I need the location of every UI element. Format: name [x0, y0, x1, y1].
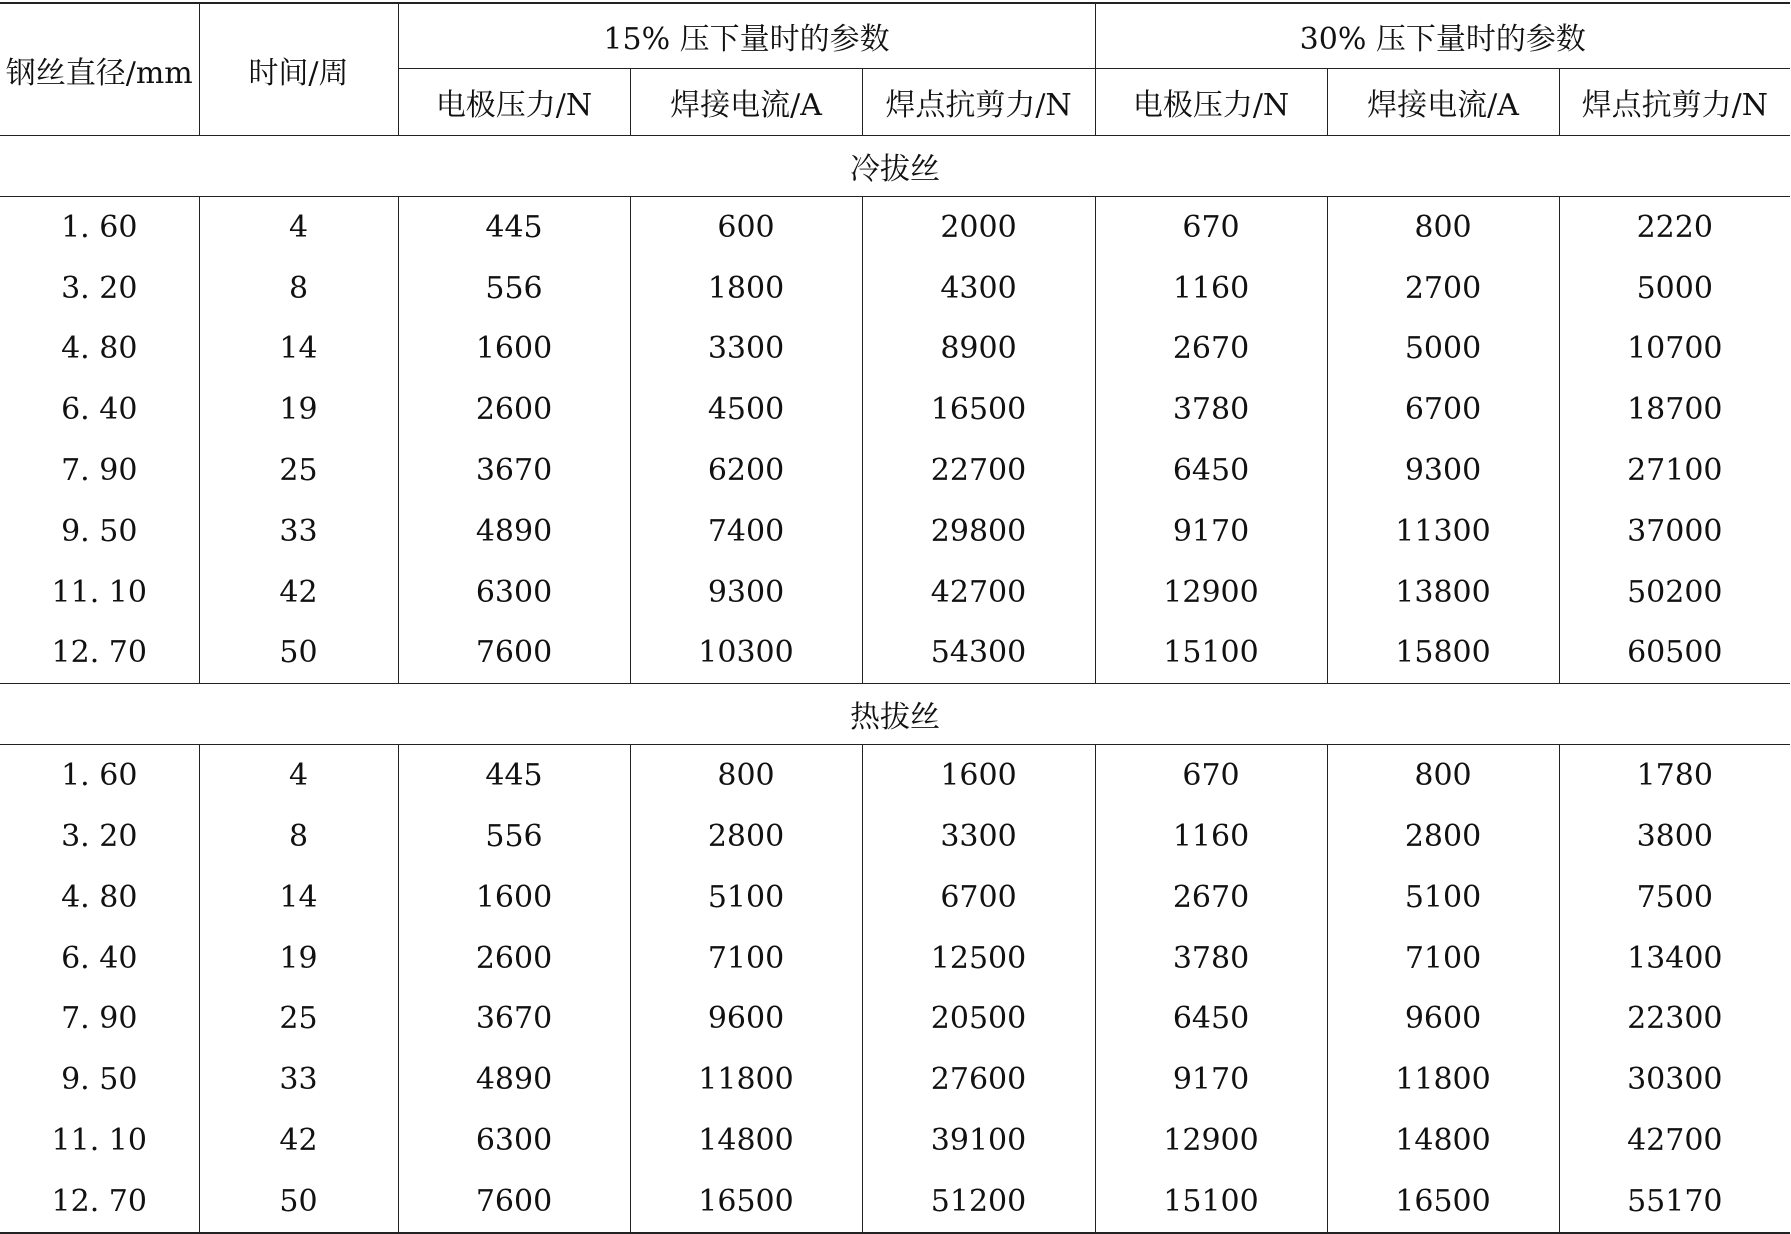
table-cell: 7500 [1636, 879, 1713, 915]
table-cell: 6450 [1095, 989, 1327, 1050]
table-cell: 3. 20 [0, 806, 199, 867]
table-row [0, 623, 1790, 684]
table-cell: 1600 [862, 745, 1095, 806]
table-cell: 2600 [398, 379, 630, 440]
table-cell: 6450 [1095, 440, 1327, 501]
table-cell: 9. 50 [0, 1049, 199, 1110]
table-cell: 445 [398, 745, 630, 806]
table-cell: 42 [199, 562, 398, 623]
table-cell: 4 [199, 197, 398, 258]
table-cell: 6. 40 [0, 379, 199, 440]
table-cell: 14800 [630, 1110, 862, 1171]
table-cell: 11800 [1327, 1049, 1559, 1110]
table-cell: 12500 [862, 928, 1095, 989]
table-cell: 556 [398, 258, 630, 319]
table-cell: 600 [630, 197, 862, 258]
table-cell: 6. 40 [0, 928, 199, 989]
table-body [0, 136, 1790, 1233]
table-cell: 16500 [630, 1171, 862, 1233]
table-cell: 2800 [1327, 806, 1559, 867]
table-cell: 3670 [398, 989, 630, 1050]
table-cell: 2600 [398, 928, 630, 989]
table-cell: 14 [199, 867, 398, 928]
table-cell: 54300 [862, 623, 1095, 684]
table-cell: 4. 80 [0, 319, 199, 380]
table-cell: 1. 60 [0, 197, 199, 258]
table-cell: 50 [199, 1171, 398, 1233]
table-cell: 25 [199, 440, 398, 501]
table-cell: 9170 [1095, 1049, 1327, 1110]
table-cell: 50200 [1627, 574, 1723, 610]
table-cell: 2220 [1636, 209, 1713, 245]
welding-parameters-table [0, 2, 1790, 1234]
table-cell: 3300 [862, 806, 1095, 867]
table-cell: 12. 70 [0, 1171, 199, 1233]
table-cell: 14 [199, 319, 398, 380]
table-cell: 50 [199, 623, 398, 684]
table-cell: 4 [199, 745, 398, 806]
table-cell: 5000 [1636, 270, 1713, 306]
table-row [0, 1110, 1790, 1171]
table-cell: 670 [1095, 745, 1327, 806]
table-cell: 800 [630, 745, 862, 806]
table-cell: 8 [199, 806, 398, 867]
table-cell: 33 [199, 501, 398, 562]
table-row [0, 379, 1790, 440]
table-cell: 7. 90 [0, 989, 199, 1050]
table-row [0, 319, 1790, 380]
table-cell: 3300 [630, 319, 862, 380]
table-cell: 3800 [1636, 819, 1713, 855]
table-cell: 7600 [398, 1171, 630, 1233]
table-cell: 39100 [862, 1110, 1095, 1171]
table-cell: 9170 [1095, 501, 1327, 562]
header-shear-force-30: 焊点抗剪力/N [1559, 69, 1790, 136]
table-cell: 18700 [1627, 392, 1723, 428]
table-cell: 19 [199, 928, 398, 989]
table-cell: 33 [199, 1049, 398, 1110]
table-cell: 1780 [1636, 758, 1713, 794]
table-row [0, 562, 1790, 623]
table-cell: 51200 [862, 1171, 1095, 1233]
table-cell: 9300 [1327, 440, 1559, 501]
table-cell: 5000 [1327, 319, 1559, 380]
table-cell: 4300 [862, 258, 1095, 319]
table-cell: 15800 [1327, 623, 1559, 684]
table-cell: 11800 [630, 1049, 862, 1110]
table-cell: 19 [199, 379, 398, 440]
table-cell: 15100 [1095, 623, 1327, 684]
header-group-30: 30% 压下量时的参数 [1095, 3, 1790, 69]
table-row [0, 1049, 1790, 1110]
table-row [0, 806, 1790, 867]
table-cell: 10700 [1627, 331, 1723, 367]
table-cell: 2700 [1327, 258, 1559, 319]
table-cell: 1160 [1095, 806, 1327, 867]
table-cell: 55170 [1559, 1171, 1790, 1233]
table-cell: 7100 [1327, 928, 1559, 989]
table-cell: 8900 [862, 319, 1095, 380]
table-cell: 445 [398, 197, 630, 258]
table-cell: 25 [199, 989, 398, 1050]
table-cell: 1800 [630, 258, 862, 319]
table-header [0, 3, 1790, 136]
table-cell: 27600 [862, 1049, 1095, 1110]
table-cell: 6300 [398, 1110, 630, 1171]
table-cell: 4500 [630, 379, 862, 440]
table-cell: 670 [1095, 197, 1327, 258]
table-cell: 6700 [1327, 379, 1559, 440]
header-electrode-force-30: 电极压力/N [1095, 69, 1327, 136]
table-cell: 2670 [1095, 867, 1327, 928]
table-cell: 5100 [1327, 867, 1559, 928]
table-cell: 3780 [1095, 379, 1327, 440]
table-cell: 8 [199, 258, 398, 319]
table-row [0, 745, 1790, 806]
table-cell: 29800 [862, 501, 1095, 562]
table-cell: 7. 90 [0, 440, 199, 501]
table-cell: 11. 10 [0, 1110, 199, 1171]
header-welding-current-15: 焊接电流/A [630, 69, 862, 136]
table-cell: 6700 [862, 867, 1095, 928]
table-cell: 2800 [630, 806, 862, 867]
table-cell: 800 [1327, 197, 1559, 258]
table-cell: 6300 [398, 562, 630, 623]
section-title: 冷拔丝 [0, 136, 1790, 197]
header-welding-current-30: 焊接电流/A [1327, 69, 1559, 136]
section-row [0, 684, 1790, 745]
table-cell: 22700 [862, 440, 1095, 501]
table-row [0, 928, 1790, 989]
table-cell: 7400 [630, 501, 862, 562]
table-cell: 22300 [1627, 1001, 1723, 1037]
table-cell: 42700 [862, 562, 1095, 623]
table-cell: 3. 20 [0, 258, 199, 319]
table-cell: 556 [398, 806, 630, 867]
table-cell: 800 [1327, 745, 1559, 806]
table-cell: 20500 [862, 989, 1095, 1050]
table-row [0, 501, 1790, 562]
table-cell: 13800 [1327, 562, 1559, 623]
table-cell: 4890 [398, 501, 630, 562]
table-cell: 6200 [630, 440, 862, 501]
table-cell: 7100 [630, 928, 862, 989]
table-cell: 12. 70 [0, 623, 199, 684]
table-row [0, 867, 1790, 928]
table-cell: 11. 10 [0, 562, 199, 623]
table-cell: 37000 [1627, 513, 1723, 549]
table-cell: 30300 [1627, 1062, 1723, 1098]
table-cell: 3670 [398, 440, 630, 501]
table-cell: 2670 [1095, 319, 1327, 380]
table-cell: 4. 80 [0, 867, 199, 928]
table-cell: 1160 [1095, 258, 1327, 319]
table-cell: 7600 [398, 623, 630, 684]
table-cell: 42 [199, 1110, 398, 1171]
header-electrode-force-15: 电极压力/N [398, 69, 630, 136]
table-cell: 5100 [630, 867, 862, 928]
header-time: 时间/周 [199, 3, 398, 136]
table-cell: 9. 50 [0, 501, 199, 562]
table-cell: 15100 [1095, 1171, 1327, 1233]
table-cell: 9600 [630, 989, 862, 1050]
table-cell: 4890 [398, 1049, 630, 1110]
table-row [0, 989, 1790, 1050]
header-shear-force-15: 焊点抗剪力/N [862, 69, 1095, 136]
table-row [0, 197, 1790, 258]
table-cell: 2000 [862, 197, 1095, 258]
section-row [0, 136, 1790, 197]
header-group-15: 15% 压下量时的参数 [398, 3, 1095, 69]
table-row [0, 440, 1790, 501]
table-cell: 3780 [1095, 928, 1327, 989]
table-cell: 60500 [1627, 635, 1723, 671]
table-cell: 12900 [1095, 1110, 1327, 1171]
section-title: 热拔丝 [0, 684, 1790, 745]
table-cell: 12900 [1095, 562, 1327, 623]
table-cell: 16500 [1327, 1171, 1559, 1233]
table-cell: 16500 [862, 379, 1095, 440]
table-cell: 1600 [398, 319, 630, 380]
table-cell: 42700 [1627, 1123, 1723, 1159]
table-cell: 10300 [630, 623, 862, 684]
table-row [0, 1171, 1790, 1233]
table-cell: 27100 [1627, 453, 1723, 489]
table-cell: 13400 [1627, 940, 1723, 976]
table-row [0, 258, 1790, 319]
header-diameter: 钢丝直径/mm [0, 3, 199, 136]
table-cell: 9300 [630, 562, 862, 623]
table-cell: 9600 [1327, 989, 1559, 1050]
table-cell: 1600 [398, 867, 630, 928]
table-cell: 11300 [1327, 501, 1559, 562]
table-cell: 1. 60 [0, 745, 199, 806]
table-cell: 14800 [1327, 1110, 1559, 1171]
